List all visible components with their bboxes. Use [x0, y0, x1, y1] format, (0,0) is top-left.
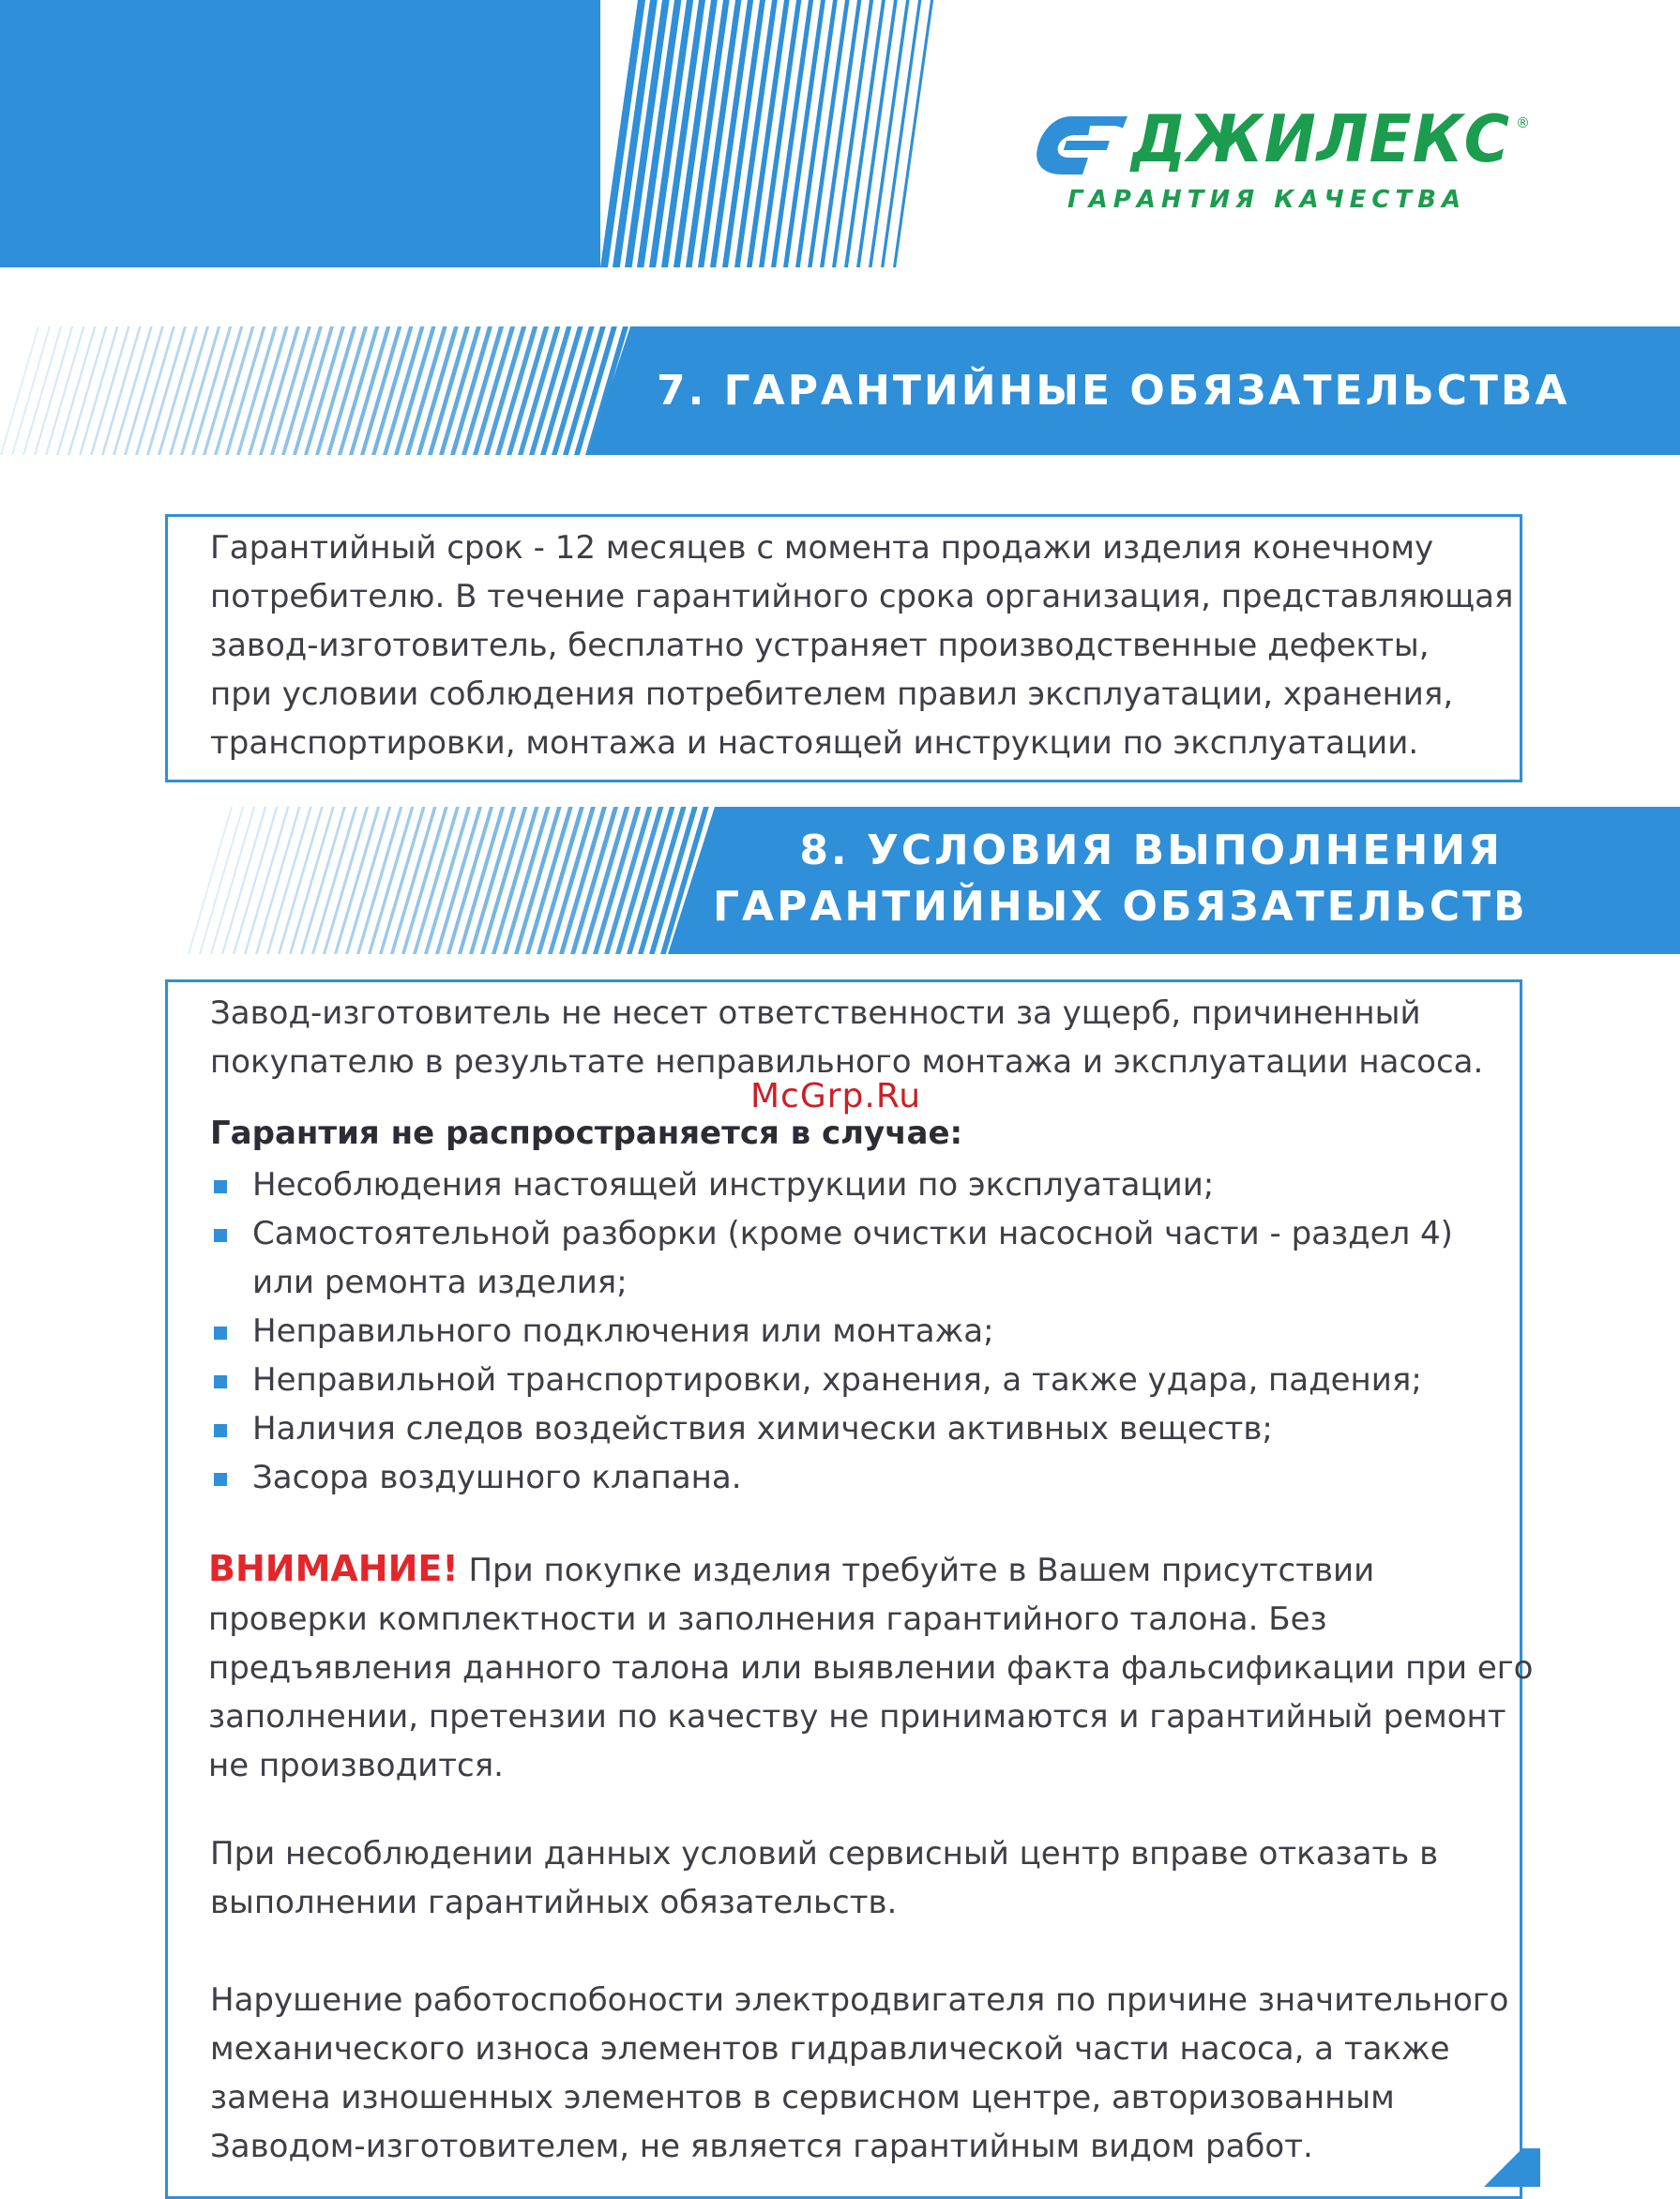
list-item: Несоблюдения настоящей инструкции по эксплуатации;: [210, 1160, 1453, 1209]
bullet-square-icon: [214, 1327, 227, 1340]
decorative-stripe: [135, 326, 175, 455]
decorative-stripe: [492, 807, 538, 954]
warning-paragraph: [208, 1544, 1533, 1790]
decorative-stripe: [79, 326, 119, 455]
text-line: ВНИМАНИЕ! При покупке изделия требуйте в Вашем присутствии: [208, 1548, 1375, 1589]
decorative-stripe: [199, 807, 244, 954]
bullet-square-icon: [214, 1375, 227, 1388]
decorative-stripe: [413, 807, 460, 954]
decorative-stripe: [424, 807, 471, 954]
bullet-square-icon: [214, 1180, 227, 1193]
watermark: McGrp.Ru: [750, 1077, 922, 1115]
text-line: Гарантийный срок - 12 месяцев с момента продажи изделия конечному: [210, 529, 1434, 567]
text-line: покупателю в результате неправильного монтажа и эксплуатации насоса.: [210, 1043, 1484, 1081]
list-item: Неправильного подключения или монтажа;: [210, 1307, 1453, 1356]
bullet-square-icon: [214, 1473, 227, 1486]
decorative-stripe: [480, 807, 527, 954]
section8-title-line1: 8. УСЛОВИЯ ВЫПОЛНЕНИЯ: [799, 827, 1503, 874]
decorative-stripe: [23, 326, 62, 455]
text-line: Заводом-изготовителем, не является гарантийным видом работ.: [210, 2128, 1313, 2165]
decorative-stripe: [101, 326, 142, 455]
wear-paragraph: [210, 1976, 1508, 2171]
text-line: заполнении, претензии по качеству не принимаются и гарантийный ремонт: [208, 1698, 1506, 1736]
decorative-stripe: [45, 326, 84, 455]
decorative-stripe: [113, 326, 153, 455]
list-item: Наличия следов воздействия химически активных веществ;: [210, 1404, 1453, 1453]
decorative-stripe: [210, 807, 255, 954]
decorative-stripe: [289, 807, 335, 954]
decorative-stripe: [435, 807, 482, 954]
list-item: Засора воздушного клапана.: [210, 1453, 1453, 1502]
decorative-stripe: [368, 807, 414, 954]
section8-intro: [210, 989, 1483, 1086]
decorative-stripe: [236, 326, 278, 455]
bullet-square-icon: [214, 1229, 227, 1242]
text-line: проверки комплектности и заполнения гарантийного талона. Без: [208, 1600, 1327, 1638]
decorative-stripe: [379, 807, 426, 954]
decorative-stripe: [278, 807, 324, 954]
decorative-stripe: [221, 807, 266, 954]
text-line: выполнении гарантийных обязательств.: [210, 1884, 898, 1921]
text-line: Завод-изготовитель не несет ответственности за ущерб, причиненный: [210, 994, 1421, 1032]
text-line: предъявления данного талона или выявлении факта фальсификации при его: [208, 1649, 1534, 1687]
decorative-stripe: [188, 807, 233, 954]
list-item: Самостоятельной разборки (кроме очистки насосной части - раздел 4) или ремонта изделия;: [210, 1209, 1453, 1307]
decorative-stripe: [0, 326, 39, 455]
text-line: не производится.: [208, 1747, 504, 1784]
decorative-stripe: [401, 807, 448, 954]
decorative-stripe: [356, 807, 402, 954]
decorative-stripe: [146, 326, 187, 455]
decorative-stripe: [180, 326, 220, 455]
exclusions-list: [210, 1160, 1453, 1502]
decorative-stripe: [334, 807, 380, 954]
decorative-stripe: [56, 326, 96, 455]
decorative-stripe: [203, 326, 243, 455]
decorative-stripe: [124, 326, 164, 455]
exclusions-heading: Гарантия не распространяется в случае:: [210, 1115, 963, 1152]
decorative-stripe: [469, 807, 516, 954]
decorative-stripe: [225, 326, 266, 455]
section7-paragraph: [210, 523, 1513, 767]
decorative-stripe: [270, 326, 311, 455]
text-line: Нарушение работоспобоности электродвигателя по причине значительного: [210, 1981, 1509, 2019]
decorative-stripe: [90, 326, 130, 455]
bullet-square-icon: [214, 1424, 227, 1437]
text-line: при условии соблюдения потребителем правил эксплуатации, хранения,: [210, 675, 1454, 713]
warning-label: ВНИМАНИЕ!: [208, 1548, 459, 1589]
logo-mark-icon: [1034, 109, 1137, 184]
decorative-stripe: [248, 326, 289, 455]
decorative-stripe: [345, 807, 391, 954]
registered-mark: ®: [1516, 114, 1530, 131]
decorative-stripe: [158, 326, 198, 455]
text-line: завод-изготовитель, бесплатно устраняет производственные дефекты,: [210, 627, 1430, 664]
logo-tagline: ГАРАНТИЯ КАЧЕСТВА: [1067, 186, 1467, 214]
decorative-stripe: [34, 326, 73, 455]
decorative-stripe: [458, 807, 505, 954]
brand-logo: ДЖИЛЕКС ® ГАРАНТИЯ КАЧЕСТВА: [1039, 101, 1527, 223]
decorative-stripe: [244, 807, 289, 954]
section7-title: 7. ГАРАНТИЙНЫЕ ОБЯЗАТЕЛЬСТВА: [657, 367, 1570, 415]
decorative-stripe: [68, 326, 107, 455]
decorative-stripe: [446, 807, 493, 954]
decorative-stripe: [233, 807, 278, 954]
text-line: транспортировки, монтажа и настоящей инструкции по эксплуатации.: [210, 724, 1419, 762]
text-line: потребителю. В течение гарантийного срока организация, представляющая: [210, 578, 1514, 615]
text-line: механического износа элементов гидравлической части насоса, а также: [210, 2030, 1450, 2068]
decorative-stripe: [214, 326, 254, 455]
decorative-stripe: [390, 807, 437, 954]
decorative-stripe: [266, 807, 312, 954]
text-line: При несоблюдении данных условий сервисный центр вправе отказать в: [210, 1835, 1439, 1873]
decorative-stripe: [255, 807, 301, 954]
decorative-stripe: [11, 326, 51, 455]
decorative-stripe: [323, 807, 369, 954]
section8-title-line2: ГАРАНТИЙНЫХ ОБЯЗАТЕЛЬСТВ: [713, 883, 1528, 931]
decorative-stripe: [191, 326, 232, 455]
refusal-paragraph: [210, 1829, 1438, 1927]
decorative-stripe: [169, 326, 209, 455]
decorative-stripe: [259, 326, 300, 455]
decorative-stripe: [300, 807, 346, 954]
decorative-stripe: [311, 807, 357, 954]
text-line: замена изношенных элементов в сервисном центре, авторизованным: [210, 2079, 1395, 2116]
list-item: Неправильной транспортировки, хранения, а также удара, падения;: [210, 1356, 1453, 1404]
